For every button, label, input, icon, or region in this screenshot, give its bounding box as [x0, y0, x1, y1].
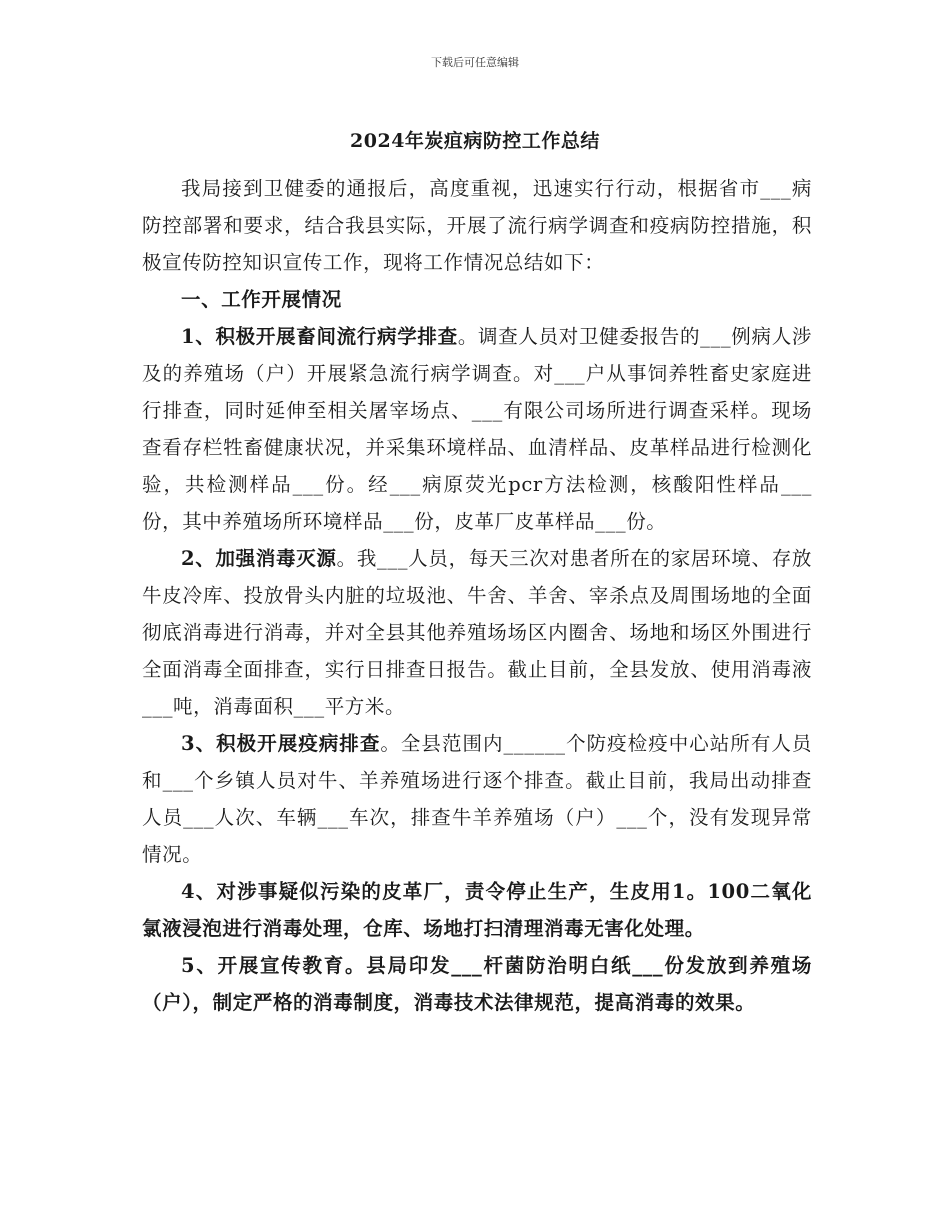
header-note: 下载后可任意编辑	[431, 56, 519, 69]
item-lead: 3、积极开展疫病排查	[181, 732, 381, 755]
item-lead: 1、积极开展畜间流行病学排查	[181, 325, 458, 348]
document-title: 2024年炭疽病防控工作总结	[350, 130, 600, 152]
item-text: 。我___人员，每天三次对患者所在的家居环境、存放牛皮冷库、投放骨头内脏的垃圾池、牛舍、羊舍、宰杀点及周围场地的全面彻底消毒进行消毒，并对全县其他养殖场场区内圈舍、场地和场区外围进行全面消毒全面排查，实行日排查日报告。截止目前，全县发放、使用消毒液___吨，消毒面积___平方米。	[142, 547, 812, 718]
item-lead: 2、加强消毒灭源	[181, 547, 337, 570]
intro-paragraph: 我局接到卫健委的通报后，高度重视，迅速实行行动，根据省市___病防控部署和要求，结合我县实际，开展了流行病学调查和疫病防控措施，积极宣传防控知识宣传工作，现将工作情况总结如下：	[142, 177, 812, 274]
item-paragraph-5: 5、开展宣传教育。县局印发___杆菌防治明白纸___份发放到养殖场（户），制定严格的消毒制度，消毒技术法律规范，提高消毒的效果。	[142, 954, 812, 1014]
document-body	[142, 170, 812, 1021]
item-paragraph-4: 4、对涉事疑似污染的皮革厂，责令停止生产，生皮用1。100二氧化氯液浸泡进行消毒处理，仓库、场地打扫清理消毒无害化处理。	[142, 880, 812, 940]
section-heading: 一、工作开展情况	[181, 288, 342, 311]
item-paragraph-2	[142, 540, 812, 725]
item-text: 。全县范围内______个防疫检疫中心站所有人员和___个乡镇人员对牛、羊养殖场进行逐个排查。截止目前，我局出动排查人员___人次、车辆___车次，排查牛羊养殖场（户）___个，没有发现异常情况。	[142, 732, 812, 866]
item-text: 。调查人员对卫健委报告的___例病人涉及的养殖场（户）开展紧急流行病学调查。对___户从事饲养牲畜史家庭进行排查，同时延伸至相关屠宰场点、___有限公司场所进行调查采样。现场查看存栏牲畜健康状况，并采集环境样品、血清样品、皮革样品进行检测化验，共检测样品___份。经___病原荧光pcr方法检测，核酸阳性样品___份，其中养殖场所环境样品___份，皮革厂皮革样品___份。	[142, 325, 812, 533]
item-paragraph-3	[142, 725, 812, 873]
item-paragraph-1	[142, 318, 812, 540]
